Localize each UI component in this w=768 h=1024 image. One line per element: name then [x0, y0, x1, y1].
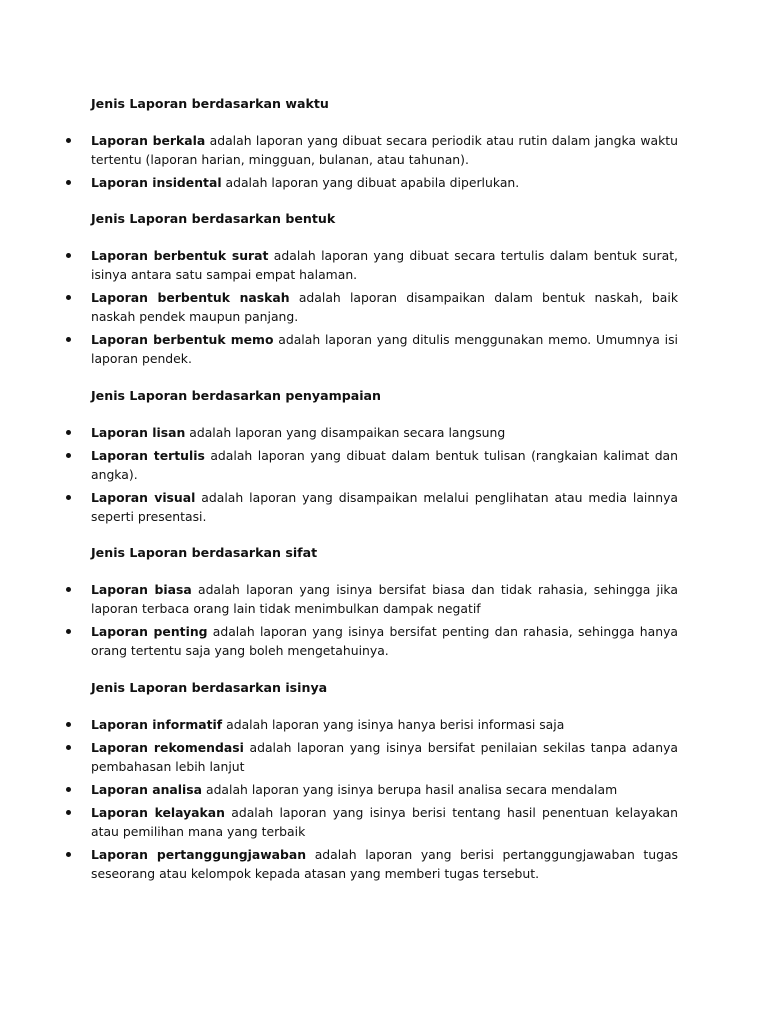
- section-heading: Jenis Laporan berdasarkan bentuk: [91, 211, 336, 226]
- item-text: [91, 446, 678, 484]
- list-item: [0, 622, 678, 660]
- item-description: adalah laporan yang isinya bersifat biasa dan tidak rahasia, sehingga jika laporan terbaca orang lain tidak menimbulkan dampak negatif: [91, 582, 678, 616]
- item-text: [91, 173, 678, 192]
- bullet-icon: [66, 845, 74, 864]
- item-term: Laporan pertanggungjawaban: [91, 847, 307, 862]
- item-description: adalah laporan yang dibuat apabila diperlukan.: [221, 175, 520, 190]
- item-description: adalah laporan yang isinya bersifat penilaian sekilas tanpa adanya pembahasan lebih lanjut: [91, 740, 678, 774]
- item-description: adalah laporan yang ditulis menggunakan memo. Umumnya isi laporan pendek.: [91, 332, 678, 366]
- item-description: adalah laporan yang dibuat secara tertulis dalam bentuk surat, isinya antara satu sampai empat halaman.: [91, 248, 678, 282]
- item-text: [91, 803, 678, 841]
- item-description: adalah laporan yang dibuat secara periodik atau rutin dalam jangka waktu tertentu (laporan harian, mingguan, bulanan, atau tahunan).: [91, 133, 678, 167]
- item-description: adalah laporan yang berisi pertanggungjawaban tugas seseorang atau kelompok kepada atasan yang memberi tugas tersebut.: [91, 847, 679, 881]
- bullet-icon: [66, 580, 74, 599]
- bullet-list: [0, 131, 768, 196]
- list-item: [0, 488, 678, 526]
- bullet-list: [0, 580, 768, 664]
- item-term: Laporan berbentuk naskah: [91, 290, 290, 305]
- item-term: Laporan rekomendasi: [91, 740, 244, 755]
- item-term: Laporan tertulis: [91, 448, 205, 463]
- list-item: [0, 803, 678, 841]
- bullet-list: [0, 246, 768, 372]
- bullet-list: [0, 423, 768, 530]
- list-item: [0, 131, 678, 169]
- item-term: Laporan informatif: [91, 717, 223, 732]
- item-term: Laporan lisan: [91, 425, 186, 440]
- item-term: Laporan insidental: [91, 175, 222, 190]
- list-item: [0, 580, 678, 618]
- section-heading: Jenis Laporan berdasarkan penyampaian: [91, 388, 381, 403]
- item-description: adalah laporan yang isinya bersifat penting dan rahasia, sehingga hanya orang tertentu saja yang boleh mengetahuinya.: [91, 624, 678, 658]
- bullet-icon: [66, 288, 74, 307]
- bullet-icon: [66, 246, 74, 265]
- bullet-icon: [66, 738, 74, 757]
- item-text: [91, 131, 678, 169]
- item-text: [91, 622, 678, 660]
- item-term: Laporan berbentuk memo: [91, 332, 274, 347]
- section-heading: Jenis Laporan berdasarkan isinya: [91, 680, 328, 695]
- list-item: [0, 845, 678, 883]
- bullet-icon: [66, 803, 74, 822]
- item-term: Laporan kelayakan: [91, 805, 225, 820]
- item-description: adalah laporan yang isinya berisi tentang hasil penentuan kelayakan atau pemilihan mana yang terbaik: [91, 805, 678, 839]
- item-text: [91, 780, 678, 799]
- bullet-icon: [66, 622, 74, 641]
- list-item: [0, 173, 678, 192]
- bullet-icon: [66, 330, 74, 349]
- item-text: [91, 423, 678, 442]
- item-text: [91, 738, 678, 776]
- item-text: [91, 715, 678, 734]
- bullet-icon: [66, 446, 74, 465]
- item-description: adalah laporan yang dibuat dalam bentuk tulisan (rangkaian kalimat dan angka).: [91, 448, 679, 482]
- bullet-icon: [66, 715, 74, 734]
- item-term: Laporan berkala: [91, 133, 206, 148]
- item-term: Laporan biasa: [91, 582, 192, 597]
- list-item: [0, 288, 678, 326]
- list-item: [0, 330, 678, 368]
- list-item: [0, 446, 678, 484]
- bullet-list: [0, 715, 768, 887]
- item-text: [91, 330, 678, 368]
- section-heading: Jenis Laporan berdasarkan sifat: [91, 545, 318, 560]
- item-description: adalah laporan disampaikan dalam bentuk naskah, baik naskah pendek maupun panjang.: [91, 290, 678, 324]
- bullet-icon: [66, 131, 74, 150]
- item-text: [91, 488, 678, 526]
- section-heading: Jenis Laporan berdasarkan waktu: [91, 96, 329, 111]
- list-item: [0, 738, 678, 776]
- bullet-icon: [66, 423, 74, 442]
- bullet-icon: [66, 488, 74, 507]
- list-item: [0, 780, 678, 799]
- item-text: [91, 845, 678, 883]
- item-description: adalah laporan yang disampaikan melalui penglihatan atau media lainnya seperti presentasi.: [91, 490, 678, 524]
- list-item: [0, 715, 678, 734]
- item-term: Laporan analisa: [91, 782, 203, 797]
- item-text: [91, 580, 678, 618]
- item-text: [91, 288, 678, 326]
- item-description: adalah laporan yang isinya hanya berisi informasi saja: [222, 717, 565, 732]
- item-term: Laporan visual: [91, 490, 196, 505]
- item-term: Laporan berbentuk surat: [91, 248, 269, 263]
- item-description: adalah laporan yang disampaikan secara langsung: [185, 425, 506, 440]
- list-item: [0, 246, 678, 284]
- list-item: [0, 423, 678, 442]
- item-term: Laporan penting: [91, 624, 208, 639]
- item-text: [91, 246, 678, 284]
- bullet-icon: [66, 780, 74, 799]
- item-description: adalah laporan yang isinya berupa hasil analisa secara mendalam: [202, 782, 618, 797]
- bullet-icon: [66, 173, 74, 192]
